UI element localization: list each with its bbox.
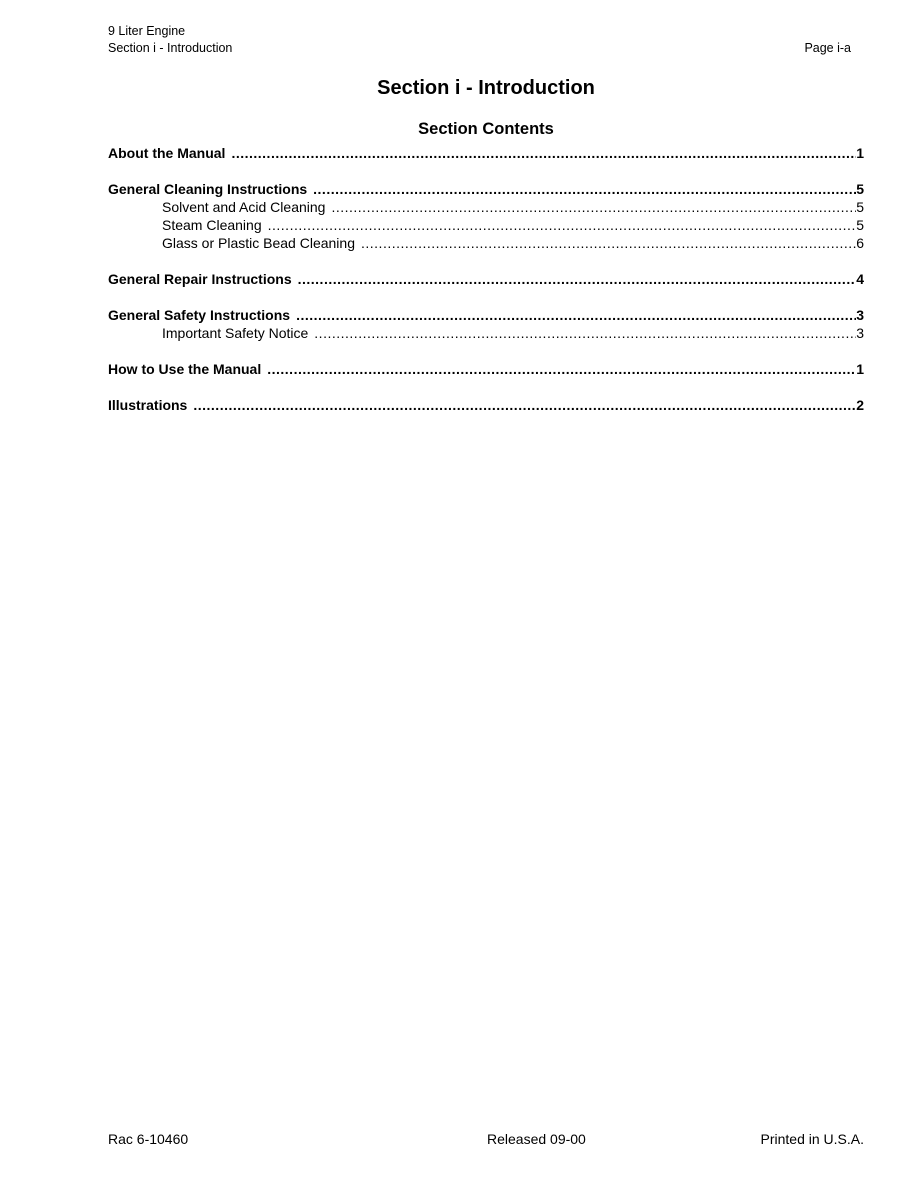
toc-entry-illustrations[interactable] <box>108 396 864 414</box>
toc-entry-label: General Safety Instructions <box>108 307 291 323</box>
toc-subentry-page: 5 <box>856 217 864 233</box>
header-page-number: Page i-a <box>804 41 851 55</box>
toc-group <box>108 270 864 288</box>
toc-subentry-page: 3 <box>856 325 864 341</box>
toc-subentry-page: 5 <box>856 199 864 215</box>
toc-leader-dots <box>268 216 857 234</box>
toc-entry-general-cleaning[interactable] <box>108 180 864 198</box>
toc-entry-general-safety[interactable] <box>108 306 864 324</box>
footer-doc-number: Rac 6-10460 <box>108 1131 189 1147</box>
toc-entry-about-the-manual[interactable] <box>108 144 864 162</box>
toc-entry-page: 3 <box>856 307 864 323</box>
toc-entry-page: 1 <box>856 145 864 161</box>
toc-subentry-label: Important Safety Notice <box>162 325 309 341</box>
toc-group <box>108 396 864 414</box>
footer-release-date: Released 09-00 <box>487 1131 586 1147</box>
header-doc-title: 9 Liter Engine <box>108 24 186 38</box>
toc-subentry-label: Solvent and Acid Cleaning <box>162 199 326 215</box>
toc-leader-dots <box>298 270 857 288</box>
toc-leader-dots <box>193 396 856 414</box>
toc-leader-dots <box>331 198 856 216</box>
toc-entry-label: General Repair Instructions <box>108 271 292 287</box>
toc-subentry-bead[interactable] <box>108 234 864 252</box>
table-of-contents <box>108 144 864 432</box>
toc-subentry-label: Steam Cleaning <box>162 217 262 233</box>
toc-subentry-page: 6 <box>856 235 864 251</box>
toc-entry-label: Illustrations <box>108 397 188 413</box>
toc-entry-how-to-use[interactable] <box>108 360 864 378</box>
page-title: Section i - Introduction <box>377 77 595 99</box>
toc-group <box>108 144 864 162</box>
toc-entry-label: How to Use the Manual <box>108 361 262 377</box>
toc-entry-page: 5 <box>856 181 864 197</box>
toc-subentry-label: Glass or Plastic Bead Cleaning <box>162 235 355 251</box>
toc-entry-general-repair[interactable] <box>108 270 864 288</box>
toc-leader-dots <box>313 180 856 198</box>
toc-entry-page: 1 <box>856 361 864 377</box>
toc-leader-dots <box>231 144 856 162</box>
toc-leader-dots <box>267 360 856 378</box>
toc-group <box>108 306 864 342</box>
toc-subentry-solvent-acid[interactable] <box>108 198 864 216</box>
contents-title: Section Contents <box>418 120 554 138</box>
toc-leader-dots <box>314 324 856 342</box>
toc-subentry-safety-notice[interactable] <box>108 324 864 342</box>
toc-group <box>108 180 864 252</box>
toc-entry-label: General Cleaning Instructions <box>108 181 308 197</box>
toc-entry-page: 4 <box>856 271 864 287</box>
toc-entry-page: 2 <box>856 397 864 413</box>
toc-group <box>108 360 864 378</box>
footer-printed: Printed in U.S.A. <box>760 1131 864 1147</box>
toc-leader-dots <box>361 234 856 252</box>
header-section: Section i - Introduction <box>108 41 233 55</box>
toc-leader-dots <box>296 306 856 324</box>
toc-subentry-steam[interactable] <box>108 216 864 234</box>
toc-entry-label: About the Manual <box>108 145 226 161</box>
